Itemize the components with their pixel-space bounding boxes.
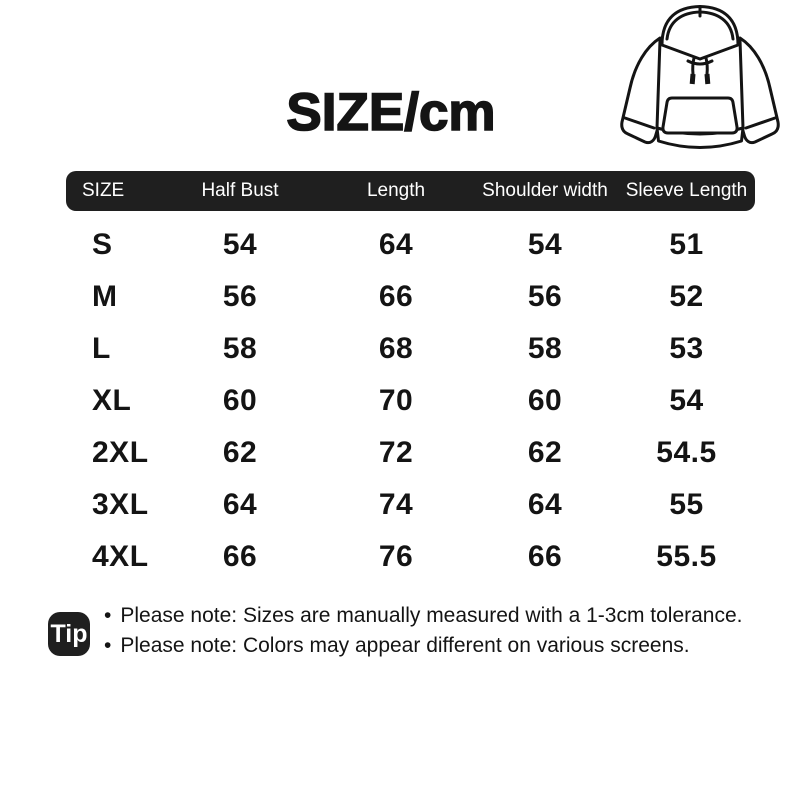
shoulder-width-value: 64 <box>527 488 563 521</box>
sleeve-length-value: 55.5 <box>656 540 717 573</box>
column-header-3: Shoulder width <box>482 180 608 201</box>
shoulder-width-value: 54 <box>527 228 563 261</box>
size-table-header <box>66 171 755 211</box>
tip-notes <box>104 601 743 661</box>
table-row <box>66 427 755 479</box>
shoulder-width-value: 60 <box>527 384 563 417</box>
sleeve-length-value: 54.5 <box>656 436 717 469</box>
shoulder-width-value: 62 <box>527 436 563 469</box>
bullet-icon: • <box>104 634 112 657</box>
size-label: L <box>92 332 111 365</box>
tip-note <box>104 631 743 661</box>
half-bust-value: 58 <box>222 332 258 365</box>
size-label: XL <box>92 384 132 417</box>
size-label: S <box>92 228 113 261</box>
table-row <box>66 531 755 583</box>
column-header-0: SIZE <box>82 180 125 201</box>
column-header-4: Sleeve Length <box>625 180 748 201</box>
page-title: SIZE/cm <box>286 83 496 142</box>
length-value: 64 <box>378 228 414 261</box>
table-row <box>66 271 755 323</box>
sleeve-length-value: 53 <box>669 332 704 365</box>
size-label: 4XL <box>92 540 149 573</box>
length-value: 72 <box>378 436 414 469</box>
half-bust-value: 54 <box>222 228 258 261</box>
shoulder-width-value: 56 <box>527 280 563 313</box>
half-bust-value: 56 <box>222 280 258 313</box>
sleeve-length-value: 55 <box>669 488 704 521</box>
sleeve-length-value: 51 <box>669 228 704 261</box>
sleeve-length-value: 52 <box>669 280 704 313</box>
shoulder-width-value: 66 <box>527 540 563 573</box>
sleeve-length-value: 54 <box>669 384 704 417</box>
tip-badge: Tip <box>48 612 90 656</box>
size-label: M <box>92 280 118 313</box>
half-bust-value: 60 <box>222 384 258 417</box>
hoodie-icon <box>616 4 792 156</box>
half-bust-value: 64 <box>222 488 258 521</box>
bullet-icon: • <box>104 604 112 627</box>
size-table <box>66 171 755 583</box>
length-value: 76 <box>378 540 414 573</box>
length-value: 68 <box>378 332 414 365</box>
shoulder-width-value: 58 <box>527 332 563 365</box>
half-bust-value: 66 <box>222 540 258 573</box>
table-row <box>66 323 755 375</box>
size-table-body <box>66 211 755 583</box>
size-label: 3XL <box>92 488 149 521</box>
length-value: 74 <box>378 488 414 521</box>
column-header-1: Half Bust <box>201 180 279 201</box>
tip-note-text: Please note: Colors may appear different on various screens. <box>120 634 690 657</box>
table-row <box>66 219 755 271</box>
size-label: 2XL <box>92 436 149 469</box>
length-value: 66 <box>378 280 414 313</box>
tip-note-text: Please note: Sizes are manually measured with a 1-3cm tolerance. <box>120 604 743 627</box>
half-bust-value: 62 <box>222 436 258 469</box>
length-value: 70 <box>378 384 414 417</box>
tip-note <box>104 601 743 631</box>
column-header-2: Length <box>366 180 426 201</box>
table-row <box>66 479 755 531</box>
table-row <box>66 375 755 427</box>
